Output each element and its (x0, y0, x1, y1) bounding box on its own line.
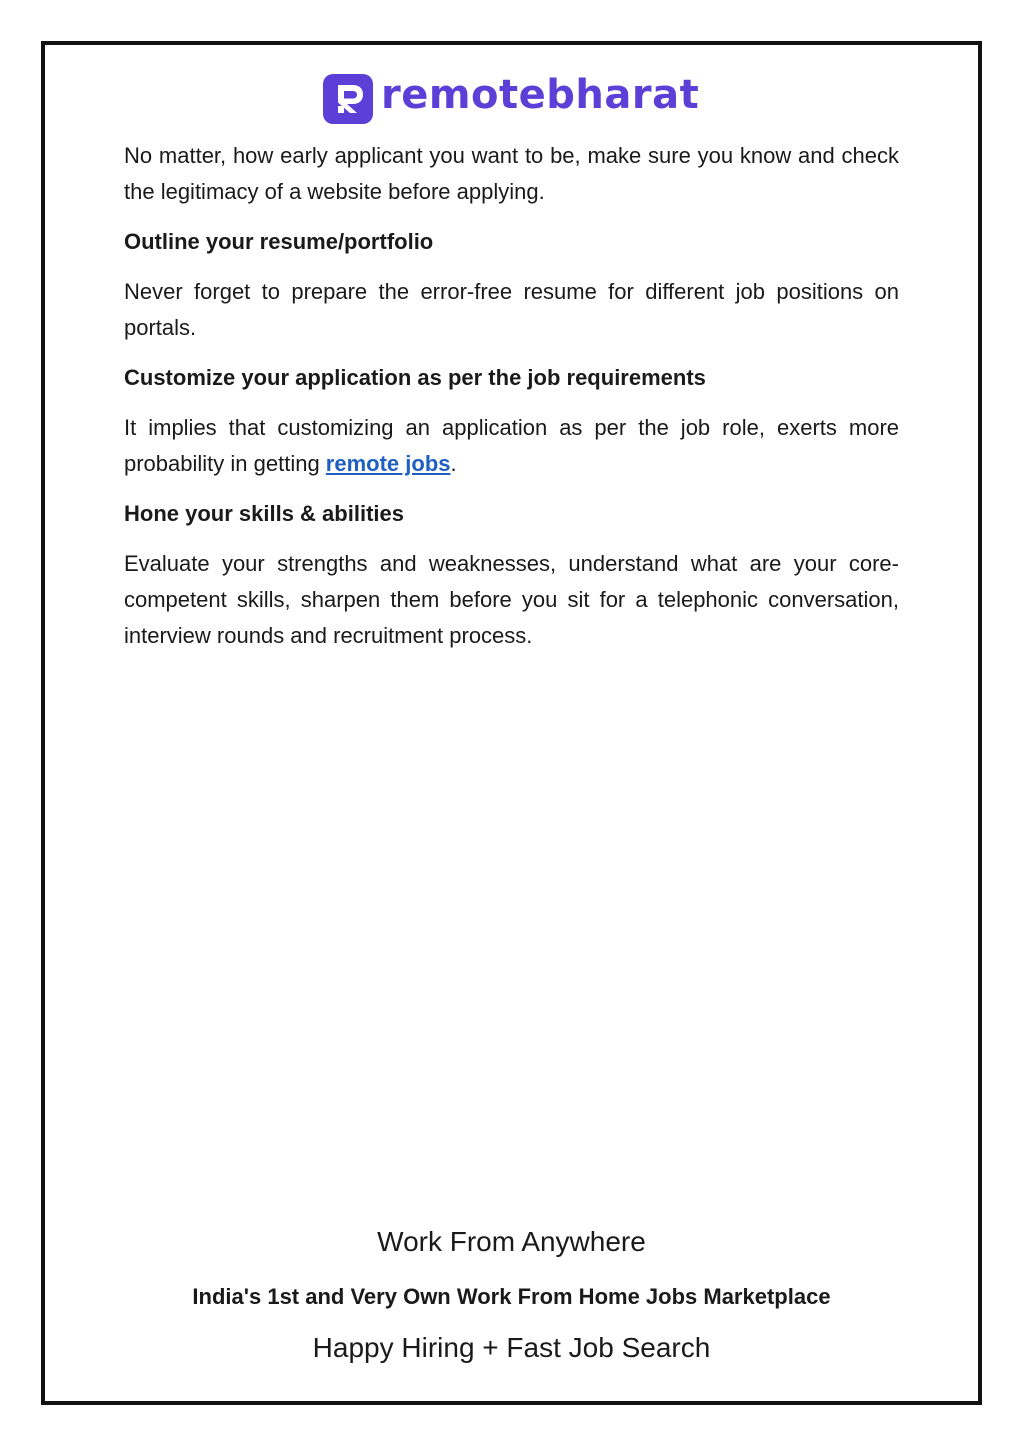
customize-text-after-link: . (450, 451, 457, 476)
brand-logo[interactable] (323, 72, 699, 126)
intro-paragraph: No matter, how early applicant you want to be, make sure you know and check the legitimacy of a website before applying. (124, 143, 899, 204)
r-letter-logo-icon (323, 74, 373, 124)
remote-jobs-link[interactable]: remote jobs (325, 451, 451, 476)
section-heading-skills: Hone your skills & abilities (124, 501, 404, 526)
section-text-resume: Never forget to prepare the error-free resume for different job positions on portals. (124, 279, 899, 340)
footer-marketplace: India's 1st and Very Own Work From Home Jobs Marketplace (192, 1284, 831, 1309)
footer-tagline: Work From Anywhere (377, 1226, 646, 1257)
section-heading-customize: Customize your application as per the job requirements (124, 365, 706, 390)
section-text-skills: Evaluate your strengths and weaknesses, understand what are your core-competent skills, sharpen them before you sit for a telephonic conversation, interview rounds and recruitment process. (124, 551, 899, 648)
section-heading-resume: Outline your resume/portfolio (124, 229, 434, 254)
document-body (124, 138, 899, 668)
customize-text-before-link: It implies that customizing an application as per the job role, exerts more probability in getting (124, 415, 899, 476)
brand-name: remotebharat (381, 72, 700, 118)
section-text-customize (124, 410, 899, 482)
footer-hiring: Happy Hiring + Fast Job Search (312, 1332, 711, 1363)
